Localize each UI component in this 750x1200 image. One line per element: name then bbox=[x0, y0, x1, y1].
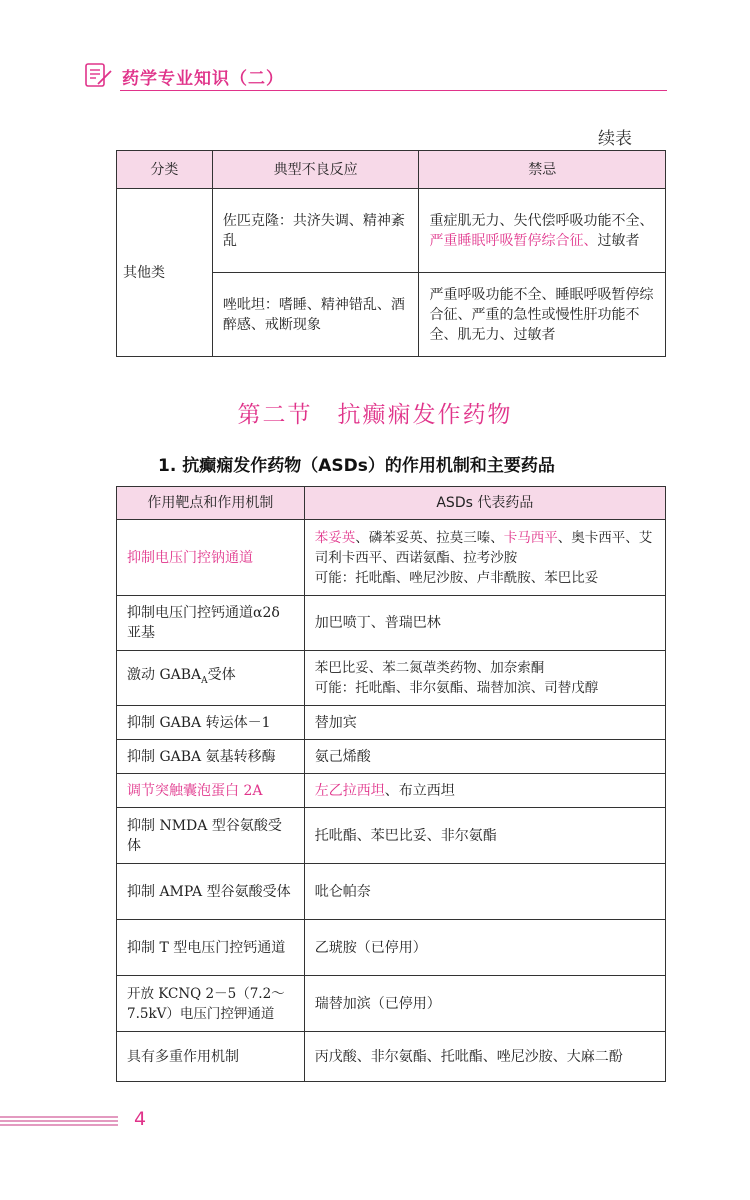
table-row bbox=[117, 976, 666, 1032]
drugs-cell: 吡仑帕奈 bbox=[304, 864, 665, 920]
table-row bbox=[117, 706, 666, 740]
drugs-cell: 托吡酯、苯巴比妥、非尔氨酯 bbox=[304, 808, 665, 864]
mechanism-cell: 抑制 GABA 转运体－1 bbox=[117, 706, 305, 740]
reaction-cell: 唑吡坦：嗜睡、精神错乱、酒醉感、戒断现象 bbox=[212, 273, 419, 357]
table-row bbox=[117, 920, 666, 976]
table-row bbox=[117, 651, 666, 706]
mechanism-cell: 抑制 NMDA 型谷氨酸受体 bbox=[117, 808, 305, 864]
section-title: 第二节 抗癫痫发作药物 bbox=[237, 402, 513, 428]
contraindication-cell: 严重呼吸功能不全、睡眠呼吸暂停综合征、严重的急性或慢性肝功能不全、肌无力、过敏者 bbox=[419, 273, 666, 357]
table-row bbox=[117, 189, 666, 273]
contraindication-cell: 重症肌无力、失代偿呼吸功能不全、严重睡眠呼吸暂停综合征、过敏者 bbox=[419, 189, 666, 273]
mechanism-cell: 抑制 GABA 氨基转移酶 bbox=[117, 740, 305, 774]
mechanism-cell: 抑制电压门控钙通道α2δ 亚基 bbox=[117, 596, 305, 651]
header-category: 分类 bbox=[117, 151, 213, 189]
header-title: 药学专业知识（二） bbox=[122, 69, 284, 89]
drugs-cell: 乙琥胺（已停用） bbox=[304, 920, 665, 976]
header-mechanism: 作用靶点和作用机制 bbox=[117, 487, 305, 520]
footer-stripes bbox=[0, 1116, 118, 1130]
table-row bbox=[117, 864, 666, 920]
drugs-cell: 丙戊酸、非尔氨酯、托吡酯、唑尼沙胺、大麻二酚 bbox=[304, 1032, 665, 1082]
drugs-cell: 苯妥英、磷苯妥英、拉莫三嗪、卡马西平、奥卡西平、艾司利卡西平、西诺氨酯、拉考沙胺 可能：托吡酯、唑尼沙胺、卢非酰胺、苯巴比妥 bbox=[304, 520, 665, 596]
category-cell: 其他类 bbox=[117, 189, 213, 357]
drugs-cell: 左乙拉西坦、布立西坦 bbox=[304, 774, 665, 808]
mechanism-cell: 抑制电压门控钠通道 bbox=[117, 520, 305, 596]
header-drugs: ASDs 代表药品 bbox=[304, 487, 665, 520]
reaction-cell: 佐匹克隆：共济失调、精神紊乱 bbox=[212, 189, 419, 273]
mechanism-cell: 调节突触囊泡蛋白 2A bbox=[117, 774, 305, 808]
table-header-row bbox=[117, 151, 666, 189]
header-rule bbox=[120, 90, 667, 91]
page-header bbox=[82, 58, 667, 92]
drugs-cell: 替加宾 bbox=[304, 706, 665, 740]
sedative-table bbox=[116, 150, 666, 357]
asd-mechanism-table bbox=[116, 486, 666, 1082]
table-row bbox=[117, 520, 666, 596]
continued-label: 续表 bbox=[598, 129, 632, 149]
drugs-cell: 加巴喷丁、普瑞巴林 bbox=[304, 596, 665, 651]
drugs-cell: 苯巴比妥、苯二氮䓬类药物、加奈索酮 可能：托吡酯、非尔氨酯、瑞替加滨、司替戊醇 bbox=[304, 651, 665, 706]
drugs-cell: 瑞替加滨（已停用） bbox=[304, 976, 665, 1032]
table-row bbox=[117, 808, 666, 864]
table-row bbox=[117, 596, 666, 651]
mechanism-cell: 具有多重作用机制 bbox=[117, 1032, 305, 1082]
mechanism-cell: 激动 $GABA_A$受体 bbox=[117, 651, 305, 706]
drugs-cell: 氨己烯酸 bbox=[304, 740, 665, 774]
mechanism-cell: 抑制 AMPA 型谷氨酸受体 bbox=[117, 864, 305, 920]
table-row bbox=[117, 774, 666, 808]
header-reaction: 典型不良反应 bbox=[212, 151, 419, 189]
header-contraindication: 禁忌 bbox=[419, 151, 666, 189]
subheading: 1. 抗癫痫发作药物（ASDs）的作用机制和主要药品 bbox=[158, 456, 555, 476]
mechanism-cell: 开放 KCNQ 2－5（7.2～7.5kV）电压门控钾通道 bbox=[117, 976, 305, 1032]
page-number: 4 bbox=[134, 1108, 147, 1130]
table-row bbox=[117, 1032, 666, 1082]
table-row bbox=[117, 740, 666, 774]
mechanism-cell: 抑制 T 型电压门控钙通道 bbox=[117, 920, 305, 976]
table-header-row bbox=[117, 487, 666, 520]
clipboard-pen-icon bbox=[84, 62, 114, 88]
